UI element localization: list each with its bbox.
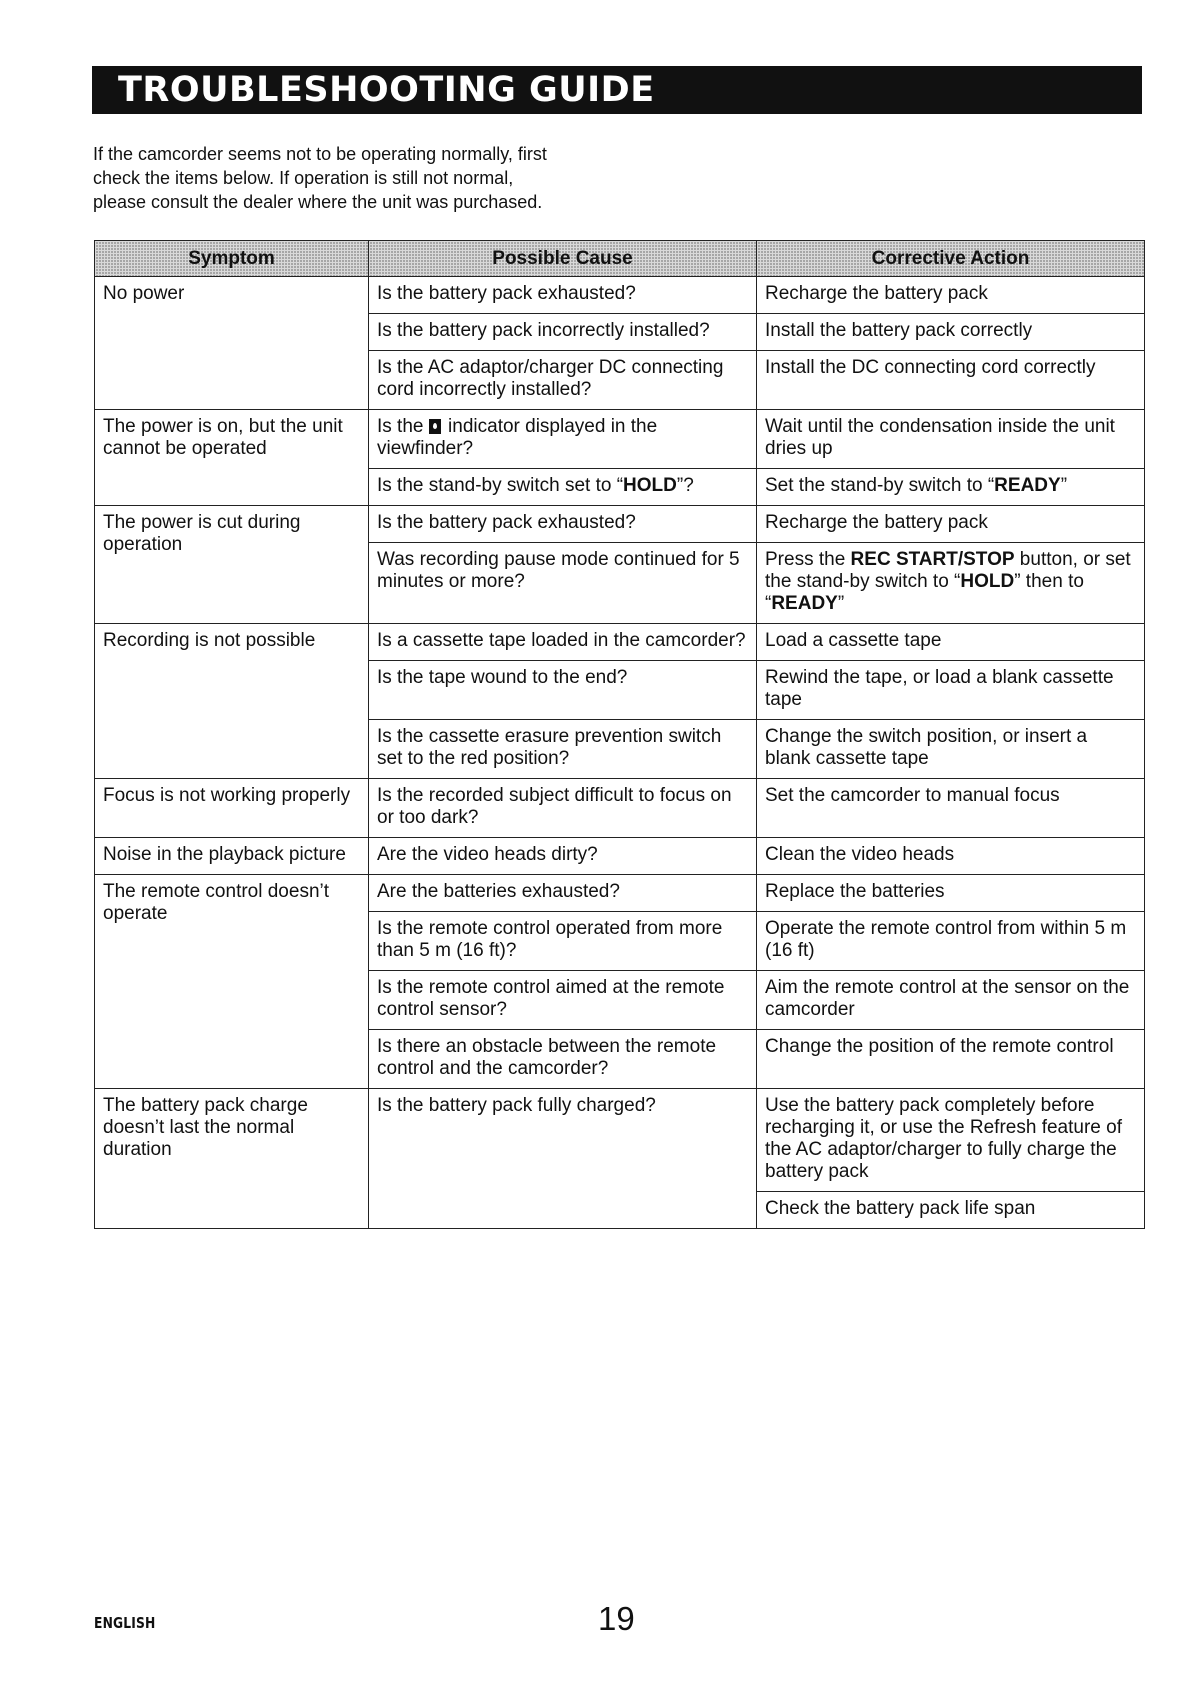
cause-text: Is the stand-by switch set to “ <box>377 475 624 496</box>
action-cell: Install the DC connecting cord correctly <box>757 351 1145 410</box>
action-cell: Use the battery pack completely before recharging it, or use the Refresh feature of the AC adaptor/charger to fully charge the battery pack <box>757 1089 1145 1192</box>
table-row <box>95 875 1145 912</box>
hold-label: HOLD <box>960 571 1015 592</box>
header-corrective-action: Corrective Action <box>757 241 1145 277</box>
action-text: button, or set the stand-by switch to “ <box>765 549 1131 592</box>
action-cell: Operate the remote control from within 5 m (16 ft) <box>757 912 1145 971</box>
cause-text: Is the <box>377 416 424 437</box>
cause-cell: Is a cassette tape loaded in the camcorder? <box>369 624 757 661</box>
intro-line: If the camcorder seems not to be operating normally, first <box>93 144 547 164</box>
action-cell: Set the camcorder to manual focus <box>757 779 1145 838</box>
action-cell: Install the battery pack correctly <box>757 314 1145 351</box>
intro-line: check the items below. If operation is still not normal, <box>93 168 514 188</box>
action-cell: Recharge the battery pack <box>757 506 1145 543</box>
cause-cell: Is the tape wound to the end? <box>369 661 757 720</box>
action-cell <box>757 469 1145 506</box>
action-text: Set the stand-by switch to “ <box>765 475 995 496</box>
action-text: ” then to “ <box>765 571 1084 614</box>
symptom-cell: Recording is not possible <box>95 624 369 779</box>
cause-cell: Was recording pause mode continued for 5 minutes or more? <box>369 543 757 624</box>
symptom-cell: The power is cut during operation <box>95 506 369 624</box>
table-row <box>95 624 1145 661</box>
table-row <box>95 779 1145 838</box>
action-cell: Aim the remote control at the sensor on the camcorder <box>757 971 1145 1030</box>
cause-cell: Is the recorded subject difficult to focus on or too dark? <box>369 779 757 838</box>
action-cell: Load a cassette tape <box>757 624 1145 661</box>
intro-paragraph <box>93 142 613 214</box>
table-row <box>95 506 1145 543</box>
symptom-cell: The remote control doesn’t operate <box>95 875 369 1089</box>
action-cell: Check the battery pack life span <box>757 1192 1145 1229</box>
cause-text: indicator displayed in the viewfinder? <box>377 416 658 459</box>
action-cell: Change the switch position, or insert a blank cassette tape <box>757 720 1145 779</box>
action-cell: Rewind the tape, or load a blank cassette tape <box>757 661 1145 720</box>
action-cell: Replace the batteries <box>757 875 1145 912</box>
page-title: TROUBLESHOOTING GUIDE <box>118 70 655 110</box>
table-row <box>95 277 1145 314</box>
action-cell: Change the position of the remote control <box>757 1030 1145 1089</box>
cause-cell: Is the remote control aimed at the remote control sensor? <box>369 971 757 1030</box>
cause-cell: Is the battery pack exhausted? <box>369 506 757 543</box>
cause-cell: Is the battery pack fully charged? <box>369 1089 757 1229</box>
action-cell: Clean the video heads <box>757 838 1145 875</box>
symptom-cell: The power is on, but the unit cannot be operated <box>95 410 369 506</box>
cause-cell: Are the video heads dirty? <box>369 838 757 875</box>
rec-start-stop-label: REC START/STOP <box>850 549 1015 570</box>
cause-cell: Is the remote control operated from more than 5 m (16 ft)? <box>369 912 757 971</box>
troubleshooting-table <box>94 240 1145 1229</box>
cause-cell: Is the cassette erasure prevention switch set to the red position? <box>369 720 757 779</box>
table-row <box>95 1089 1145 1192</box>
header-possible-cause: Possible Cause <box>369 241 757 277</box>
ready-label: READY <box>771 593 838 614</box>
table-header-row <box>95 241 1145 277</box>
cause-text: ”? <box>676 475 694 496</box>
cause-cell: Is there an obstacle between the remote control and the camcorder? <box>369 1030 757 1089</box>
cause-cell <box>369 410 757 469</box>
symptom-cell: Focus is not working properly <box>95 779 369 838</box>
action-text: ” <box>837 593 845 614</box>
action-cell: Wait until the condensation inside the unit dries up <box>757 410 1145 469</box>
action-text: ” <box>1060 475 1068 496</box>
cause-cell: Is the battery pack exhausted? <box>369 277 757 314</box>
hold-label: HOLD <box>623 475 677 496</box>
intro-line: please consult the dealer where the unit was purchased. <box>93 192 543 212</box>
footer-language: ENGLISH <box>94 1614 156 1632</box>
symptom-cell: The battery pack charge doesn’t last the normal duration <box>95 1089 369 1229</box>
page-number: 19 <box>598 1600 635 1637</box>
symptom-cell: No power <box>95 277 369 410</box>
cause-cell <box>369 469 757 506</box>
action-cell <box>757 543 1145 624</box>
cause-cell: Is the battery pack incorrectly installed? <box>369 314 757 351</box>
cause-cell: Are the batteries exhausted? <box>369 875 757 912</box>
ready-label: READY <box>994 475 1061 496</box>
action-cell: Recharge the battery pack <box>757 277 1145 314</box>
table-row <box>95 410 1145 469</box>
header-symptom: Symptom <box>95 241 369 277</box>
title-bar <box>92 66 1142 114</box>
table-row <box>95 838 1145 875</box>
cause-cell: Is the AC adaptor/charger DC connecting cord incorrectly installed? <box>369 351 757 410</box>
action-text: Press the <box>765 549 851 570</box>
condensation-icon <box>429 419 441 434</box>
symptom-cell: Noise in the playback picture <box>95 838 369 875</box>
